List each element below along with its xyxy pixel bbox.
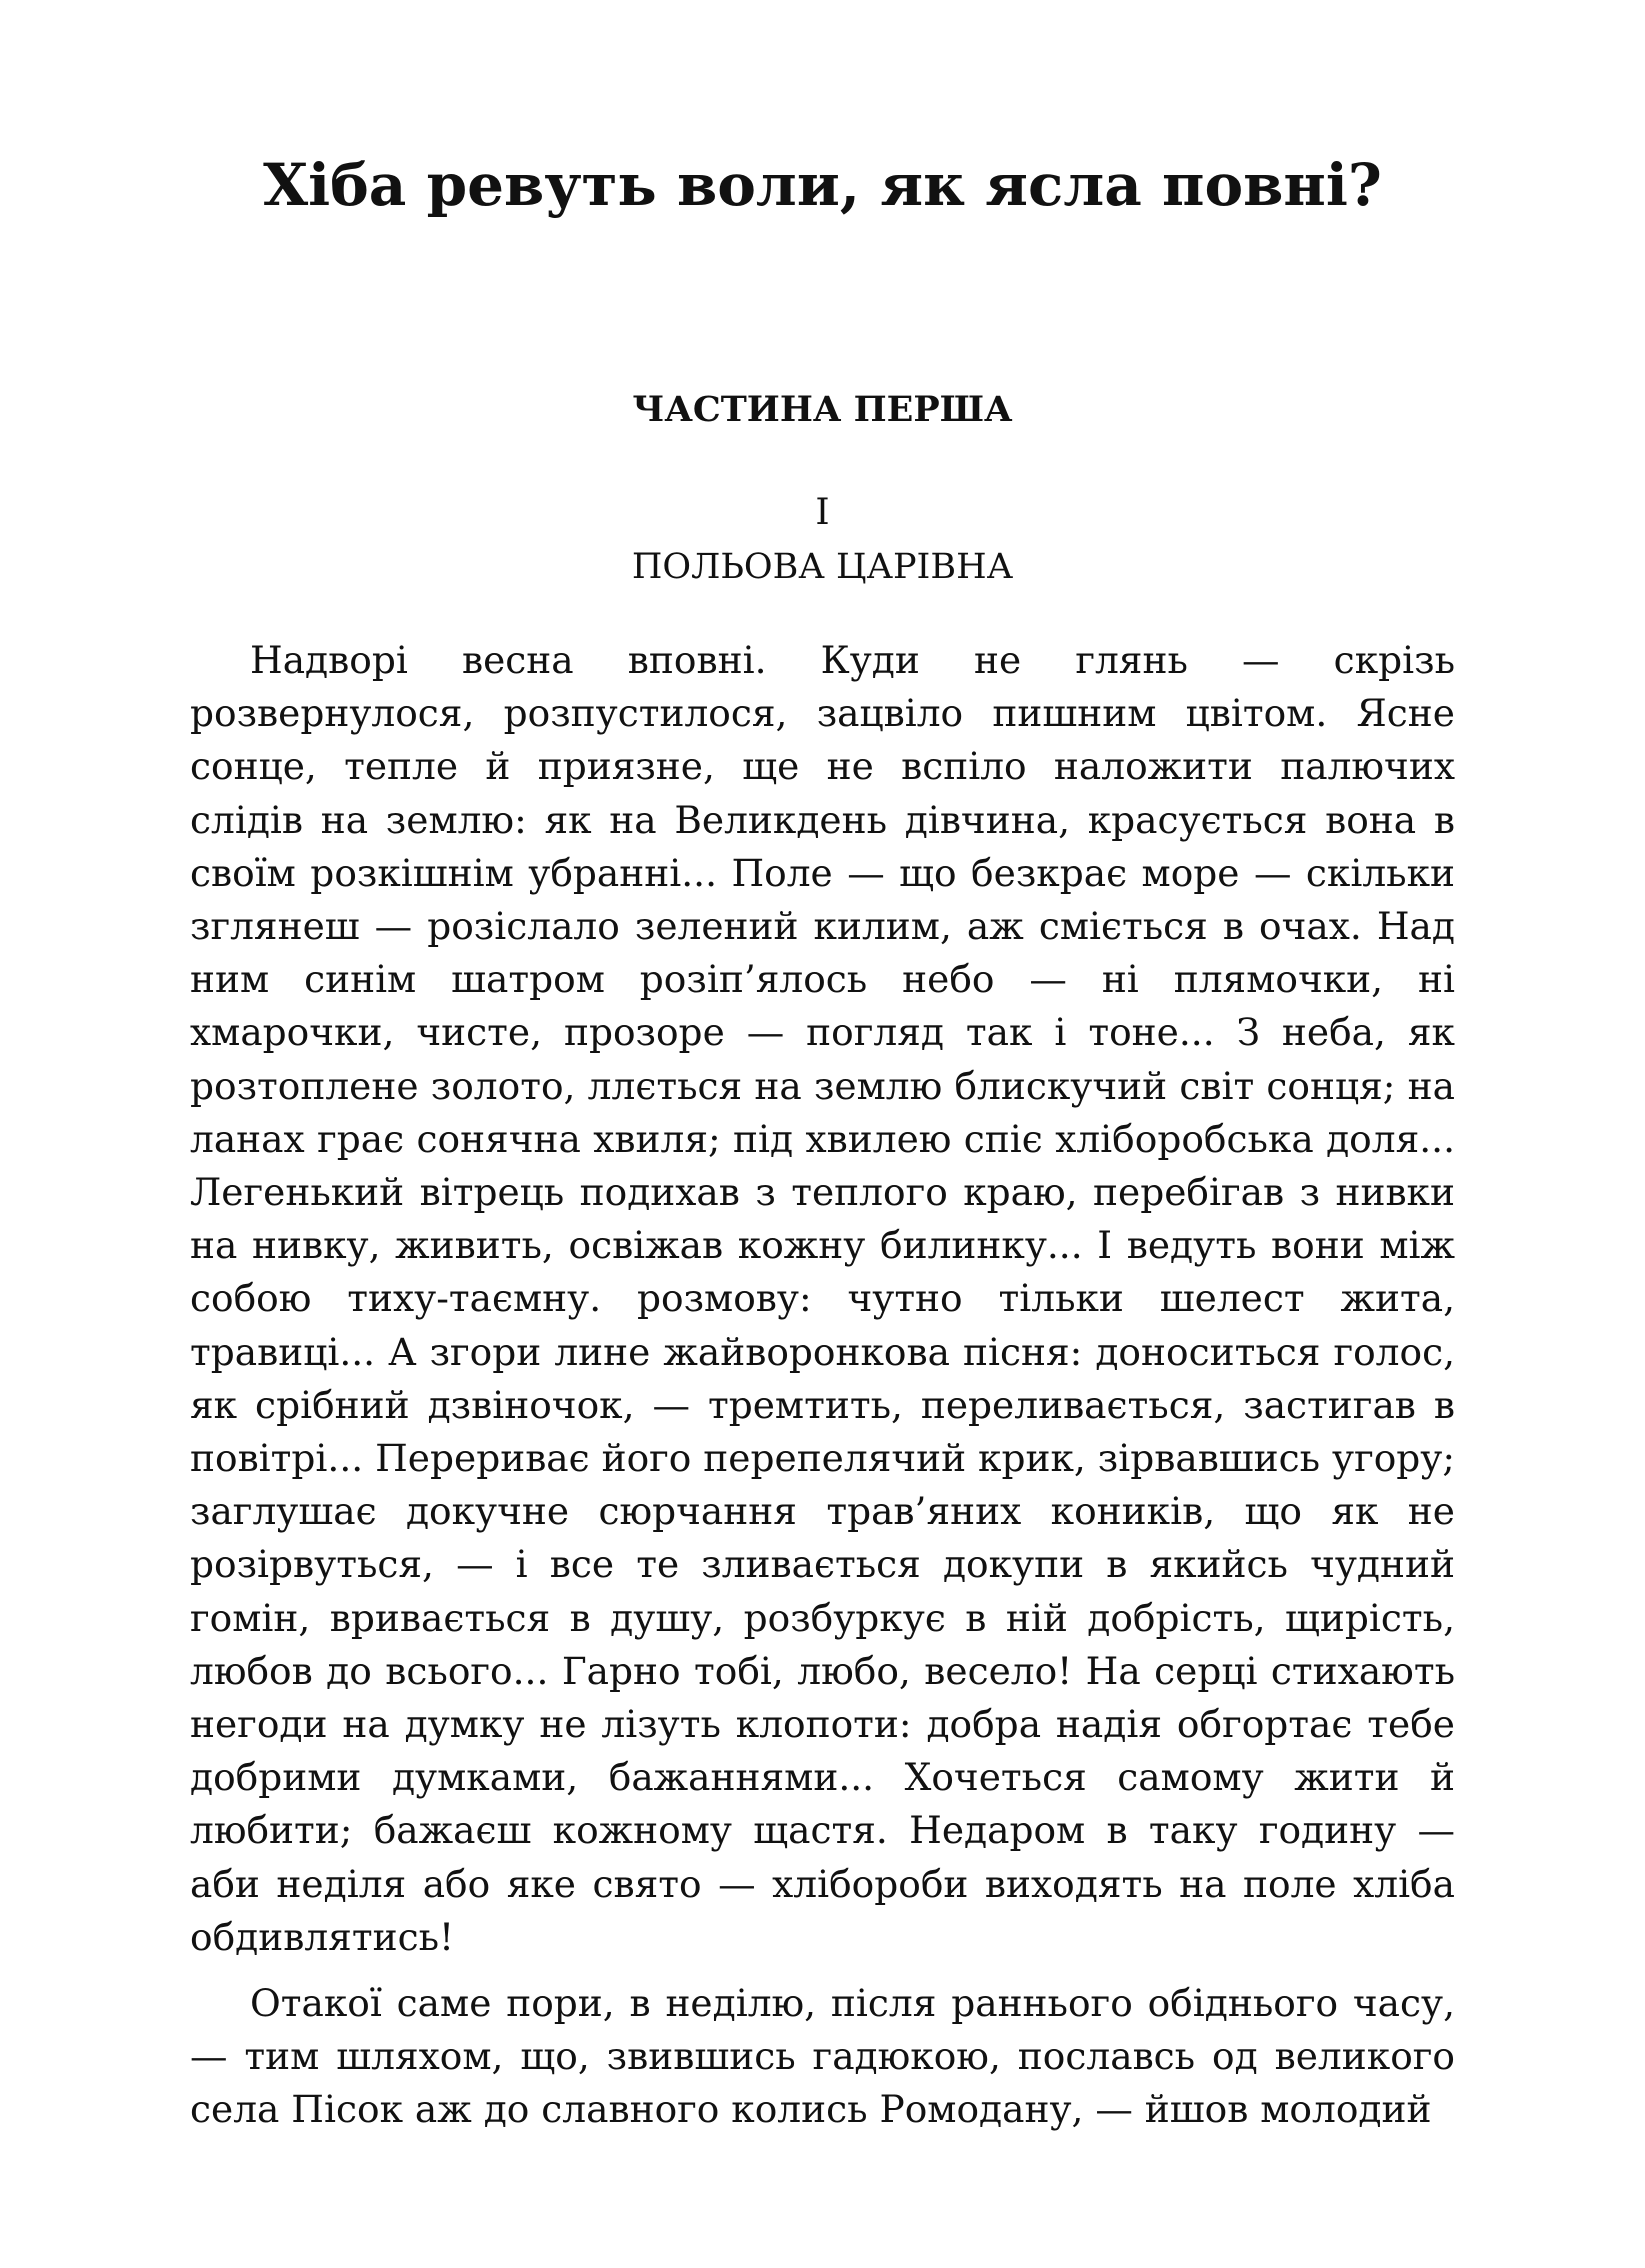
chapter-body-text xyxy=(190,634,1455,2150)
body-paragraph-2: Отакої саме пори, в неділю, після раннього обіднього часу, — тим шляхом, що, звившись гадюкою, пославсь од великого села Пісок аж до славного колись Ромодану, — йшов молодий xyxy=(190,1981,1455,2132)
book-title: Хіба ревуть воли, як ясла повні? xyxy=(263,151,1382,219)
part-heading: ЧАСТИНА ПЕРША xyxy=(632,389,1013,430)
chapter-title: ПОЛЬОВА ЦАРІВНА xyxy=(631,547,1014,587)
body-paragraph-1: Надворі весна вповні. Куди не глянь — скрізь розвернулося, розпустилося, зацвіло пишним цвітом. Ясне сонце, тепле й приязне, ще не вспіло наложити палючих слідів на землю: як на Великдень дівчина, красується вона в своїм розкішнім убранні... Поле — що безкрає море — скільки зглянеш — розіслало зелений килим, аж сміється в очах. Над ним синім шатром розіп’ялось небо — ні плямочки, ні хмарочки, чисте, прозоре — погляд так і тоне... З неба, як розтоплене золото, ллється на землю блискучий світ сонця; на ланах грає сонячна хвиля; під хвилею спіє хліборобська доля... Легенький вітрець подихав з теплого краю, перебігав з нивки на нивку, живить, освіжав кожну билинку... І ведуть вони між собою тиху-таємну. розмову: чутно тільки шелест жита, травиці... А згори лине жайворонкова пісня: доноситься голос, як срібний дзвіночок, — тремтить, переливається, застигав в повітрі... Перериває його перепелячий крик, зірвавшись угору; заглушає докучне сюрчання трав’яних коників, що як не розірвуться, — і все те зливається докупи в якийсь чудний гомін, вривається в душу, розбуркує в ній добрість, щирість, любов до всього... Гарно тобі, любо, весело! На серці стихають негоди на думку не лізуть клопоти: добра надія обгортає тебе добрими думками, бажаннями... Хочеться самому жити й любити; бажаєш кожному щастя. Недаром в таку годину — аби неділя або яке свято — хлібороби виходять на поле хліба обдивлятись! xyxy=(190,638,1455,1959)
chapter-number: I xyxy=(815,492,830,533)
